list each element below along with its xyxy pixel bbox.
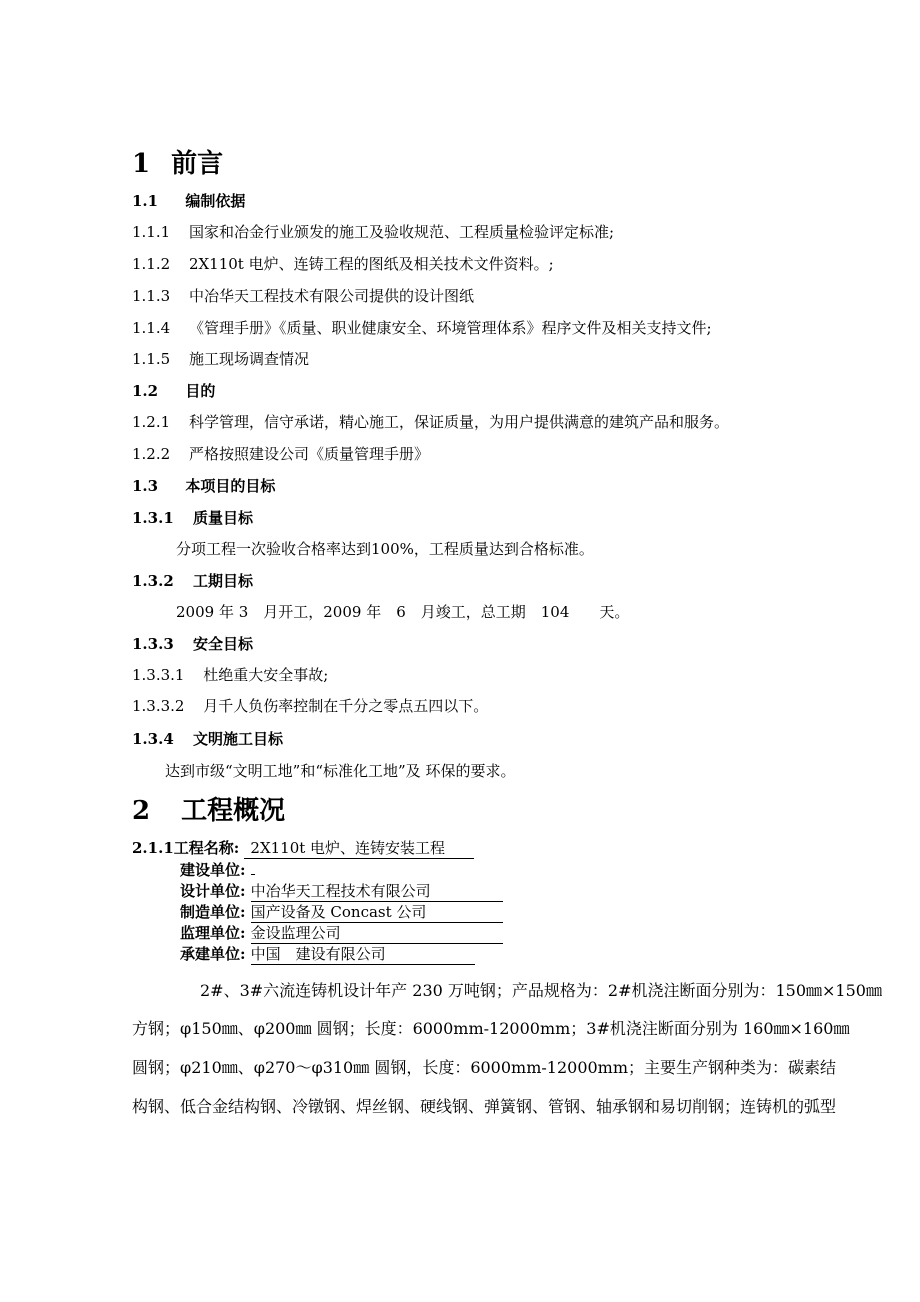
subsection-number: 1.1 (132, 192, 159, 210)
subsection-1-3-4-heading (132, 728, 283, 749)
list-item (132, 348, 309, 369)
subsection-1-3-2-heading (132, 570, 253, 591)
project-info-row (180, 859, 255, 880)
goal-text: 分项工程一次验收合格率达到100%，工程质量达到合格标准。 (176, 540, 594, 558)
info-label: 设计单位: (180, 882, 246, 900)
section-number: 1 (132, 149, 151, 179)
paragraph-line: 圆钢；φ210㎜、φ270～φ310㎜ 圆钢，长度：6000mm-12000mm；主要生产钢种类为：碳素结 (132, 1058, 837, 1077)
item-text: 施工现场调查情况 (188, 350, 309, 368)
subsection-number: 1.3.1 (132, 509, 174, 527)
item-number: 1.3.3.2 (132, 697, 185, 715)
item-number: 1.1.1 (132, 223, 171, 241)
project-info-row (180, 922, 503, 944)
item-text: 严格按照建设公司《质量管理手册》 (188, 445, 429, 463)
item-number: 1.1.3 (132, 287, 171, 305)
subsection-1-3-heading (132, 475, 275, 496)
subsection-title: 文明施工目标 (193, 730, 284, 748)
info-value: 中冶华天工程技术有限公司 (251, 880, 503, 902)
item-number: 1.3.3.1 (132, 666, 185, 684)
subsection-number: 1.2 (132, 382, 159, 400)
project-info-row (132, 837, 474, 859)
list-item (132, 664, 328, 685)
section-number: 2 (132, 796, 151, 826)
schedule-text: 2009 年 3 月开工，2009 年 6 月竣工，总工期 104 天。 (176, 603, 630, 621)
item-number: 1.1.2 (132, 255, 171, 273)
item-text: 国家和冶金行业颁发的施工及验收规范、工程质量检验评定标准; (188, 223, 615, 241)
item-number: 1.1.5 (132, 350, 171, 368)
item-text: 月千人负伤率控制在千分之零点五四以下。 (203, 697, 489, 715)
subsection-1-3-3-heading (132, 633, 253, 654)
item-number: 1.2.2 (132, 445, 171, 463)
item-number: 1.2.1 (132, 413, 171, 431)
project-info-row (180, 901, 503, 923)
info-label: 制造单位: (180, 903, 246, 921)
item-text: 中冶华天工程技术有限公司提供的设计图纸 (188, 287, 474, 305)
info-value: 国产设备及 Concast 公司 (251, 901, 503, 923)
subsection-title: 目的 (185, 382, 216, 400)
item-text: 科学管理，信守承诺，精心施工，保证质量，为用户提供满意的建筑产品和服务。 (188, 413, 729, 431)
subsection-title: 工期目标 (193, 572, 254, 590)
subsection-number: 1.3.4 (132, 730, 174, 748)
item-text: 2X110t 电炉、连铸工程的图纸及相关技术文件资料。; (188, 255, 554, 273)
subsection-1-2-heading (132, 380, 215, 401)
info-prefix: 2.1.1 (132, 839, 174, 857)
project-info-row (180, 880, 503, 902)
subsection-title: 安全目标 (193, 635, 254, 653)
civilized-goal-text: 达到市级“文明工地”和“标准化工地”及 环保的要求。 (165, 762, 516, 780)
item-text: 《管理手册》《质量、职业健康安全、环境管理体系》程序文件及相关支持文件; (188, 319, 712, 337)
paragraph-line: 构钢、低合金结构钢、冷镦钢、焊丝钢、硬线钢、弹簧钢、管钢、轴承钢和易切削钢；连铸机的弧型 (132, 1097, 837, 1116)
list-item (132, 443, 429, 464)
subsection-title: 编制依据 (185, 192, 246, 210)
subsection-number: 1.3 (132, 477, 159, 495)
list-item (132, 411, 729, 432)
project-info-row (180, 943, 475, 965)
info-value: 中国 建设有限公司 (251, 943, 475, 965)
subsection-number: 1.3.2 (132, 572, 174, 590)
section-title: 工程概况 (181, 796, 286, 826)
section-2-heading (132, 790, 285, 827)
subsection-number: 1.3.3 (132, 635, 174, 653)
subsection-title: 质量目标 (193, 509, 254, 527)
list-item (132, 253, 554, 274)
list-item (132, 285, 474, 306)
subsection-1-1-heading (132, 190, 245, 211)
item-text: 杜绝重大安全事故; (203, 666, 329, 684)
section-title: 前言 (171, 149, 224, 179)
paragraph-line: 方钢；φ150㎜、φ200㎜ 圆钢；长度：6000mm-12000mm；3#机浇注断面分别为 160㎜×160㎜ (132, 1019, 850, 1038)
info-label: 工程名称: (173, 839, 240, 857)
list-item (132, 695, 488, 716)
subsection-title: 本项目的目标 (185, 477, 276, 495)
section-1-heading (132, 143, 223, 180)
info-value: 2X110t 电炉、连铸安装工程 (244, 837, 474, 859)
paragraph-line: 2#、3#六流连铸机设计年产 230 万吨钢；产品规格为：2#机浇注断面分别为：150㎜×150㎜ (200, 981, 882, 1000)
info-label: 承建单位: (180, 945, 246, 963)
info-value (251, 860, 255, 875)
list-item (132, 221, 614, 242)
info-label: 建设单位: (180, 861, 246, 879)
list-item (132, 317, 712, 338)
subsection-1-3-1-heading (132, 507, 253, 528)
info-label: 监理单位: (180, 924, 246, 942)
item-number: 1.1.4 (132, 319, 171, 337)
info-value: 金设监理公司 (251, 922, 503, 944)
